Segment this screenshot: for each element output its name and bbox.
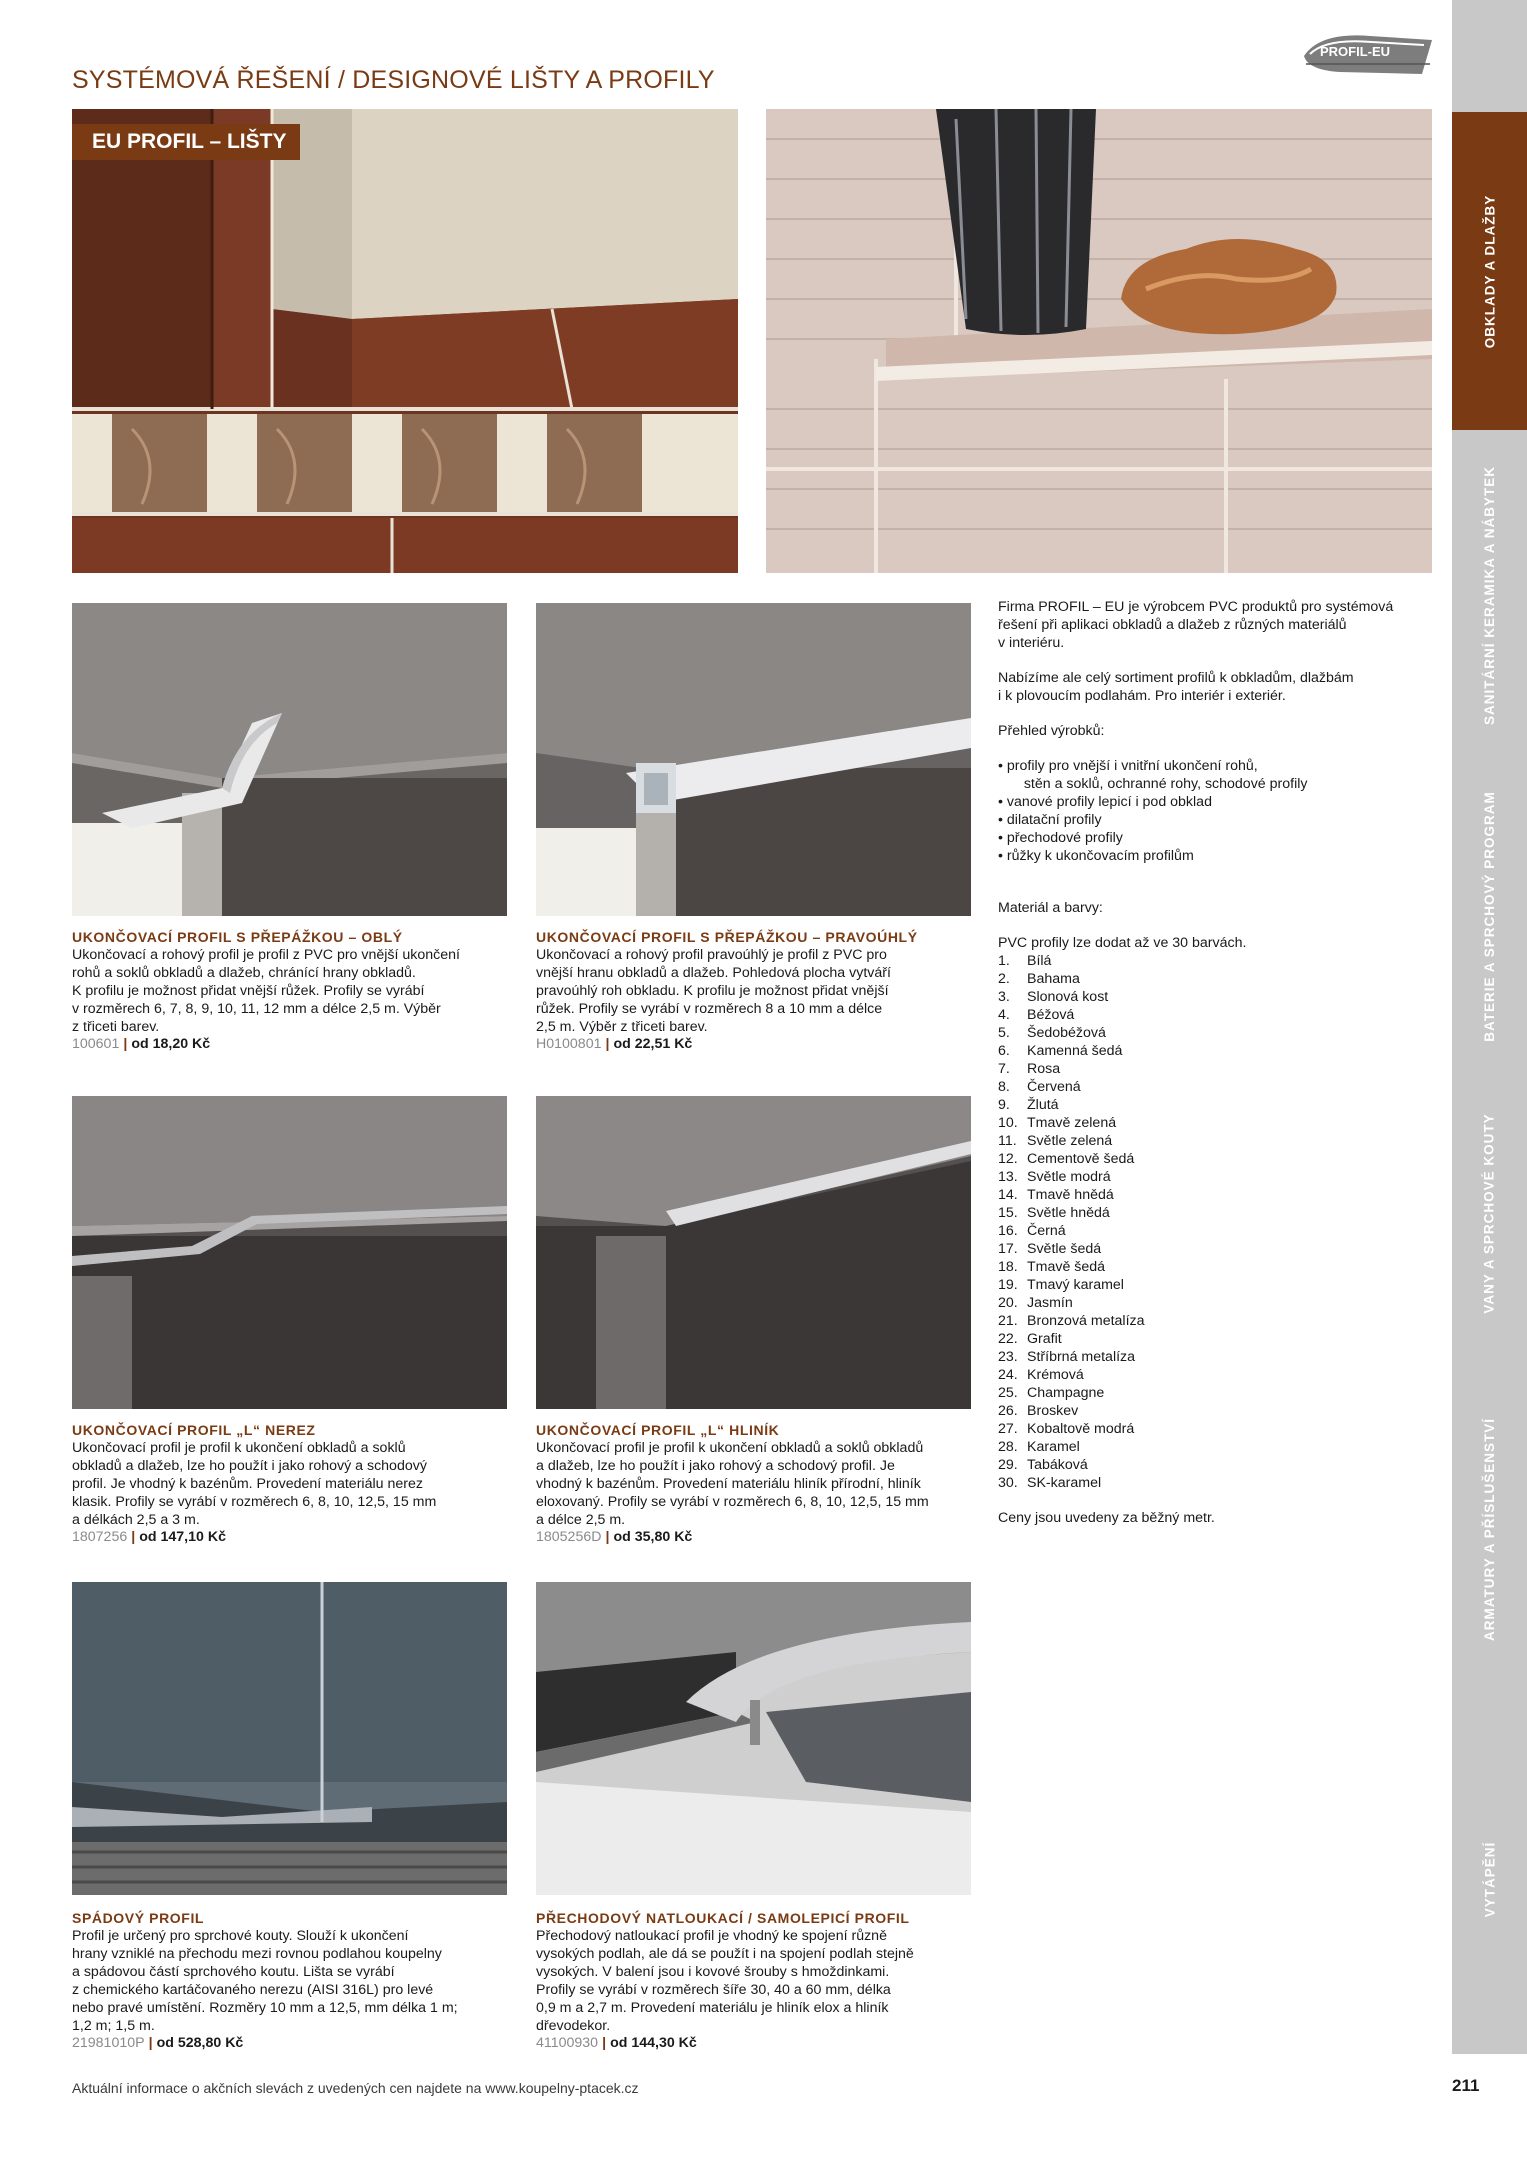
color-item [998, 1402, 1438, 1420]
product-description: Profil je určený pro sprchové kouty. Slouží k ukončení hrany vzniklé na přechodu mezi rovnou podlahou koupelny a spádovou částí sprchového koutu. Lišta se vyrábí z chemického kartáčovaného nerezu (AISI 316L) pro levé nebo pravé umístění. Rozměry 10 mm a 12,5, mm délka 1 m; 1,2 m; 1,5 m. [72, 1928, 458, 2034]
product-code: 100601 [72, 1036, 120, 1052]
page-number: 211 [1452, 2076, 1480, 2095]
color-number: 4. [998, 1007, 1010, 1023]
product-photo-6 [536, 1582, 971, 1895]
color-name: Červená [1027, 1079, 1081, 1095]
color-number: 16. [998, 1223, 1018, 1239]
color-item [998, 1276, 1438, 1294]
product-price: 41100930 | od 144,30 Kč [536, 2035, 697, 2051]
product-price-value: od 528,80 Kč [156, 2035, 244, 2051]
color-name: Světle hnědá [1027, 1205, 1110, 1221]
svg-text:PROFIL-EU: PROFIL-EU [1320, 44, 1391, 59]
color-name: Bílá [1027, 953, 1052, 969]
intro-line: řešení při aplikaci obkladů a dlažeb z různých materiálů [998, 617, 1347, 633]
offer-line: Nabízíme ale celý sortiment profilů k obkladům, dlažbám [998, 670, 1354, 686]
color-name: Krémová [1027, 1367, 1084, 1383]
product-description: Ukončovací profil je profil k ukončení obkladů a soklů obkladů a dlažeb, lze ho použít i jako rohový a schodový profil. Je vhodný k bazénům. Provedení materiálu hliník přírodní, hliník eloxovaný. Profily se vyrábí v rozměrech 6, 8, 10, 12,5, 15 mm a délce 2,5 m. [536, 1440, 929, 1528]
color-item [998, 970, 1438, 988]
color-item [998, 1222, 1438, 1240]
color-number: 21. [998, 1313, 1018, 1329]
color-item [998, 1186, 1438, 1204]
product-price-value: od 144,30 Kč [610, 2035, 697, 2051]
brand-logo [1300, 28, 1436, 80]
product-description: Ukončovací profil je profil k ukončení obkladů a soklů obkladů a dlažeb, lze ho použít i jako rohový a schodový profil. Je vhodný k bazénům. Provedení materiálu nerez klasik. Profily se vyrábí v rozměrech 6, 8, 10, 12,5, 15 mm a délkách 2,5 a 3 m. [72, 1440, 437, 1528]
product-price: 100601 | od 18,20 Kč [72, 1036, 211, 1052]
product-price: 1805256D | od 35,80 Kč [536, 1529, 693, 1545]
color-name: Tabáková [1027, 1457, 1088, 1473]
color-number: 23. [998, 1349, 1018, 1365]
color-item [998, 1024, 1438, 1042]
color-number: 10. [998, 1115, 1018, 1131]
color-name: Stříbrná metalíza [1027, 1349, 1136, 1365]
color-item [998, 1204, 1438, 1222]
color-number: 20. [998, 1295, 1018, 1311]
color-item [998, 1150, 1438, 1168]
product-code: 41100930 [536, 2035, 599, 2051]
product-title: UKONČOVACÍ PROFIL S PŘEPÁŽKOU – PRAVOÚHLÝ [536, 929, 918, 945]
list-item: • růžky k ukončovacím profilům [998, 848, 1194, 864]
color-number: 28. [998, 1439, 1018, 1455]
intro-line: Firma PROFIL – EU je výrobcem PVC produktů pro systémová [998, 599, 1394, 615]
color-number: 29. [998, 1457, 1018, 1473]
tab-baterie[interactable]: BATERIE A SPRCHOVÝ PROGRAM [1482, 790, 1497, 1042]
product-title: SPÁDOVÝ PROFIL [72, 1910, 205, 1926]
list-item: • přechodové profily [998, 830, 1123, 846]
color-item [998, 1114, 1438, 1132]
color-item [998, 988, 1438, 1006]
color-name: Bahama [1027, 971, 1080, 987]
color-number: 25. [998, 1385, 1018, 1401]
color-item [998, 1042, 1438, 1060]
page-title: SYSTÉMOVÁ ŘEŠENÍ / DESIGNOVÉ LIŠTY A PROFILY [72, 66, 715, 94]
product-description: Ukončovací a rohový profil je profil z PVC pro vnější ukončení rohů a soklů obkladů a dlažeb, chránící hrany obkladů. K profilu je možnost přidat vnější růžek. Profily se vyrábí v rozměrech 6, 7, 8, 9, 10, 11, 12 mm a délce 2,5 m. Výběr z třiceti barev. [72, 947, 460, 1035]
color-item [998, 1312, 1438, 1330]
color-name: Tmavě šedá [1027, 1259, 1106, 1275]
product-price-value: od 18,20 Kč [131, 1036, 211, 1052]
color-item [998, 1438, 1438, 1456]
product-code: 1805256D [536, 1529, 602, 1545]
product-title: PŘECHODOVÝ NATLOUKACÍ / SAMOLEPICÍ PROFIL [536, 1910, 910, 1926]
footer-note: Aktuální informace o akčních slevách z uvedených cen najdete na www.koupelny-ptacek.cz [72, 2080, 639, 2096]
product-price: 1807256 | od 147,10 Kč [72, 1529, 226, 1545]
tab-armatury[interactable]: ARMATURY A PŘÍSLUŠENSTVÍ [1482, 1417, 1498, 1641]
color-item [998, 1258, 1438, 1276]
color-name: Bronzová metalíza [1027, 1313, 1145, 1329]
list-item: • profily pro vnější i vnitřní ukončení rohů, stěn a soklů, ochranné rohy, schodové profily [998, 758, 1308, 792]
color-name: Černá [1027, 1223, 1066, 1239]
product-code: 1807256 [72, 1529, 128, 1545]
color-number: 12. [998, 1151, 1018, 1167]
product-photo-3 [72, 1096, 507, 1409]
color-number: 1. [998, 953, 1010, 969]
color-item [998, 1330, 1438, 1348]
intro-line: v interiéru. [998, 635, 1065, 651]
color-name: Grafit [1027, 1331, 1062, 1347]
color-number: 30. [998, 1475, 1018, 1491]
color-number: 2. [998, 971, 1010, 987]
color-item [998, 1078, 1438, 1096]
product-price-value: od 35,80 Kč [613, 1529, 693, 1545]
color-name: SK-karamel [1027, 1475, 1102, 1491]
color-number: 24. [998, 1367, 1018, 1383]
offer-line: i k plovoucím podlahám. Pro interiér i exteriér. [998, 688, 1286, 704]
color-number: 22. [998, 1331, 1018, 1347]
price-note: Ceny jsou uvedeny za běžný metr. [998, 1510, 1215, 1526]
product-price: 21981010P | od 528,80 Kč [72, 2035, 244, 2051]
product-price-value: od 22,51 Kč [613, 1036, 693, 1052]
color-number: 9. [998, 1097, 1010, 1113]
tab-vytapeni[interactable]: VYTÁPĚNÍ [1482, 1841, 1498, 1917]
color-name: Tmavě zelená [1027, 1115, 1117, 1131]
color-item [998, 1006, 1438, 1024]
color-number: 14. [998, 1187, 1018, 1203]
color-name: Rosa [1027, 1061, 1061, 1077]
materials-title: Materiál a barvy: [998, 900, 1103, 916]
color-item [998, 1456, 1438, 1474]
product-price: H0100801 | od 22,51 Kč [536, 1036, 693, 1052]
product-code: H0100801 [536, 1036, 602, 1052]
overview-list [998, 757, 1438, 865]
color-number: 7. [998, 1061, 1010, 1077]
product-photo-5 [72, 1582, 507, 1895]
color-item [998, 952, 1438, 970]
color-name: Žlutá [1027, 1097, 1059, 1113]
color-number: 3. [998, 989, 1010, 1005]
color-number: 17. [998, 1241, 1018, 1257]
color-number: 8. [998, 1079, 1010, 1095]
product-price-value: od 147,10 Kč [139, 1529, 226, 1545]
color-item [998, 1294, 1438, 1312]
color-item [998, 1420, 1438, 1438]
product-title: UKONČOVACÍ PROFIL „L“ NEREZ [72, 1422, 316, 1438]
list-item: • vanové profily lepicí i pod obklad [998, 794, 1212, 810]
color-name: Karamel [1027, 1439, 1080, 1455]
color-name: Světle zelená [1027, 1133, 1113, 1149]
tab-sanitarni-keramika[interactable]: SANITÁRNÍ KERAMIKA A NÁBYTEK [1482, 465, 1497, 725]
product-description: Přechodový natloukací profil je vhodný ke spojení různě vysokých podlah, ale dá se použít i na spojení podlah stejně vysokých. V balení jsou i kovové šrouby s hmoždinkami. Profily se vyrábí v rozměrech šíře 30, 40 a 60 mm, délka 0,9 m a 2,7 m. Provedení materiálu je hliník elox a hliník dřevodekor. [536, 1928, 914, 2034]
color-item [998, 1240, 1438, 1258]
color-name: Slonová kost [1027, 989, 1109, 1005]
color-number: 13. [998, 1169, 1018, 1185]
color-list [998, 952, 1438, 1492]
hero-photo-vase [766, 109, 1432, 573]
color-name: Béžová [1027, 1007, 1075, 1023]
list-item: • dilatační profily [998, 812, 1102, 828]
tab-obklady-a-dlazby[interactable]: OBKLADY A DLAŽBY [1452, 112, 1527, 430]
color-item [998, 1132, 1438, 1150]
overview-title: Přehled výrobků: [998, 723, 1105, 739]
color-name: Světle šedá [1027, 1241, 1102, 1257]
color-item [998, 1096, 1438, 1114]
color-number: 11. [998, 1133, 1017, 1149]
product-code: 21981010P [72, 2035, 145, 2051]
product-photo-4 [536, 1096, 971, 1409]
product-title: UKONČOVACÍ PROFIL S PŘEPÁŽKOU – OBLÝ [72, 929, 403, 945]
info-column [998, 598, 1438, 1527]
color-item [998, 1474, 1438, 1492]
color-item [998, 1384, 1438, 1402]
color-number: 6. [998, 1043, 1010, 1059]
hero-photo-tiles [72, 109, 738, 573]
color-name: Světle modrá [1027, 1169, 1111, 1185]
hero-label: EU PROFIL – LIŠTY [72, 124, 300, 160]
color-name: Tmavý karamel [1027, 1277, 1124, 1293]
color-name: Kamenná šedá [1027, 1043, 1123, 1059]
color-number: 15. [998, 1205, 1018, 1221]
color-item [998, 1366, 1438, 1384]
color-item [998, 1060, 1438, 1078]
product-title: UKONČOVACÍ PROFIL „L“ HLINÍK [536, 1422, 780, 1438]
colors-intro: PVC profily lze dodat až ve 30 barvách. [998, 935, 1247, 951]
color-name: Champagne [1027, 1385, 1105, 1401]
tab-vany[interactable]: VANY A SPRCHOVÉ KOUTY [1482, 1112, 1497, 1314]
color-number: 18. [998, 1259, 1018, 1275]
product-photo-2 [536, 603, 971, 916]
color-number: 26. [998, 1403, 1018, 1419]
color-name: Broskev [1027, 1403, 1079, 1419]
color-name: Jasmín [1027, 1295, 1073, 1311]
product-photo-1 [72, 603, 507, 916]
color-name: Tmavě hnědá [1027, 1187, 1114, 1203]
color-number: 5. [998, 1025, 1010, 1041]
color-item [998, 1168, 1438, 1186]
color-item [998, 1348, 1438, 1366]
color-number: 27. [998, 1421, 1018, 1437]
color-name: Kobaltově modrá [1027, 1421, 1135, 1437]
color-name: Šedobéžová [1027, 1025, 1106, 1041]
color-number: 19. [998, 1277, 1018, 1293]
color-name: Cementově šedá [1027, 1151, 1135, 1167]
product-description: Ukončovací a rohový profil pravoúhlý je profil z PVC pro vnější hranu obkladů a dlažeb. Pohledová plocha vytváří pravoúhlý roh obkladu. K profilu je možnost přidat vnější růžek. Profily se vyrábí v rozměrech 8 a 10 mm a délce 2,5 m. Výběr z třiceti barev. [536, 947, 891, 1035]
